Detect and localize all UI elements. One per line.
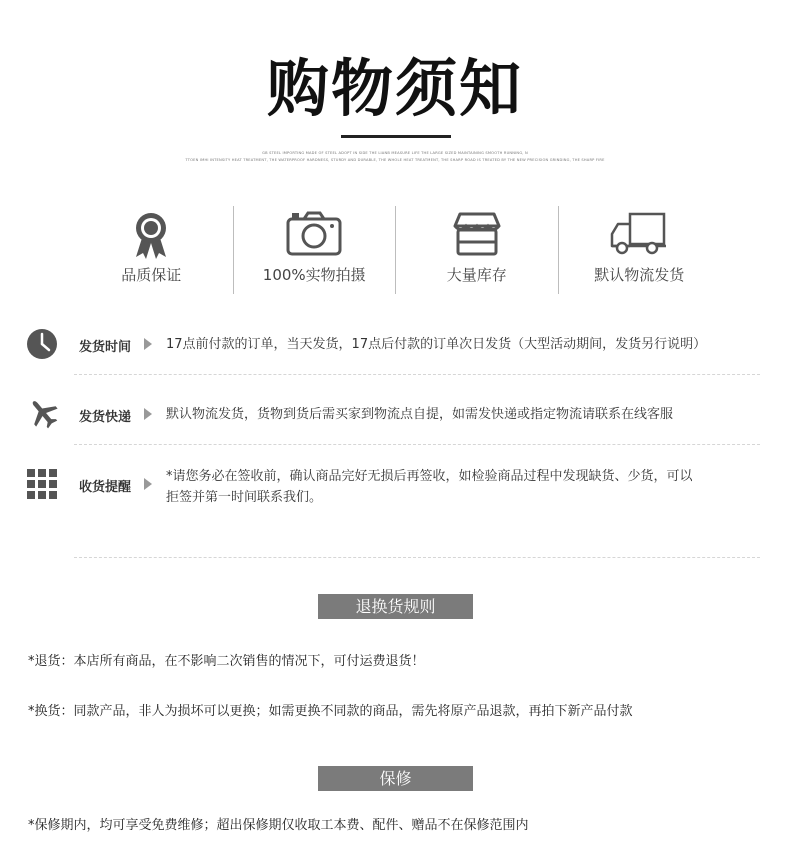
delivery-truck-icon	[608, 210, 670, 258]
arrow-right-icon	[144, 338, 152, 350]
section-title-warranty: 保修	[318, 766, 473, 791]
arrow-right-icon	[144, 408, 152, 420]
exchange-rule: *换货：同款产品，非人为损坏可以更换；如需更换不同款的商品，需先将原产品退款，再拍下新产品付款	[28, 704, 633, 719]
divider	[74, 444, 760, 445]
feature-quality	[70, 206, 233, 294]
airplane-icon	[26, 396, 60, 430]
feature-strip	[70, 206, 720, 294]
warranty-rule: *保修期内，均可享受免费维修；超出保修期仅收取工本费、配件、赠品不在保修范围内	[28, 818, 529, 833]
page-title: 购物须知	[266, 52, 523, 125]
subtitle-line-2: TTOEN IMHI INTENSITY HEAT TREATMENT, THE WATERPROOF HARDNESS, STURDY AND DURABLE, THE WHOLE HEAT TREATMENT, THE SHARP ROAD IS TREATED BY THE NEW PRECISION GRINDING, THE SHARP FIRE	[185, 158, 605, 162]
title-underline	[341, 135, 451, 138]
feature-logistics	[558, 206, 721, 294]
storefront-icon	[452, 210, 502, 258]
feature-label: 100%实物拍摄	[262, 266, 366, 284]
feature-real-photo	[233, 206, 396, 294]
feature-stock	[395, 206, 558, 294]
info-row-text-line-1: *请您务必在签收前，确认商品完好无损后再签收，如检验商品过程中发现缺货、少货，可以	[166, 469, 693, 484]
subtitle-line-1: GB STEEL IMPORTING MADE OF STEEL ADOPT IN SIDE THE LIANB MEASURE LIFE THE LARGE SIZED MAINTAINING SMOOTH RUNNING, N	[262, 151, 528, 155]
clock-icon	[26, 328, 58, 360]
info-row-label: 发货时间	[79, 340, 132, 355]
info-row-label: 收货提醒	[79, 480, 132, 495]
arrow-right-icon	[144, 478, 152, 490]
divider	[74, 374, 760, 375]
section-title-return: 退换货规则	[318, 594, 473, 619]
return-rule: *退货：本店所有商品，在不影响二次销售的情况下，可付运费退货！	[28, 654, 425, 669]
grid-icon	[26, 468, 58, 500]
divider	[74, 557, 760, 558]
feature-label: 默认物流发货	[594, 266, 685, 284]
info-row-label: 发货快递	[79, 410, 132, 425]
feature-label: 大量库存	[446, 266, 507, 284]
info-row-text: 17点前付款的订单，当天发货，17点后付款的订单次日发货（大型活动期间，发货另行说明）	[166, 337, 707, 352]
feature-label: 品质保证	[121, 266, 182, 284]
info-row-text-line-2: 拒签并第一时间联系我们。	[166, 490, 323, 505]
camera-icon	[284, 210, 344, 258]
award-ribbon-icon	[131, 210, 171, 260]
info-row-text: 默认物流发货，货物到货后需买家到物流点自提，如需发快递或指定物流请联系在线客服	[166, 407, 674, 422]
